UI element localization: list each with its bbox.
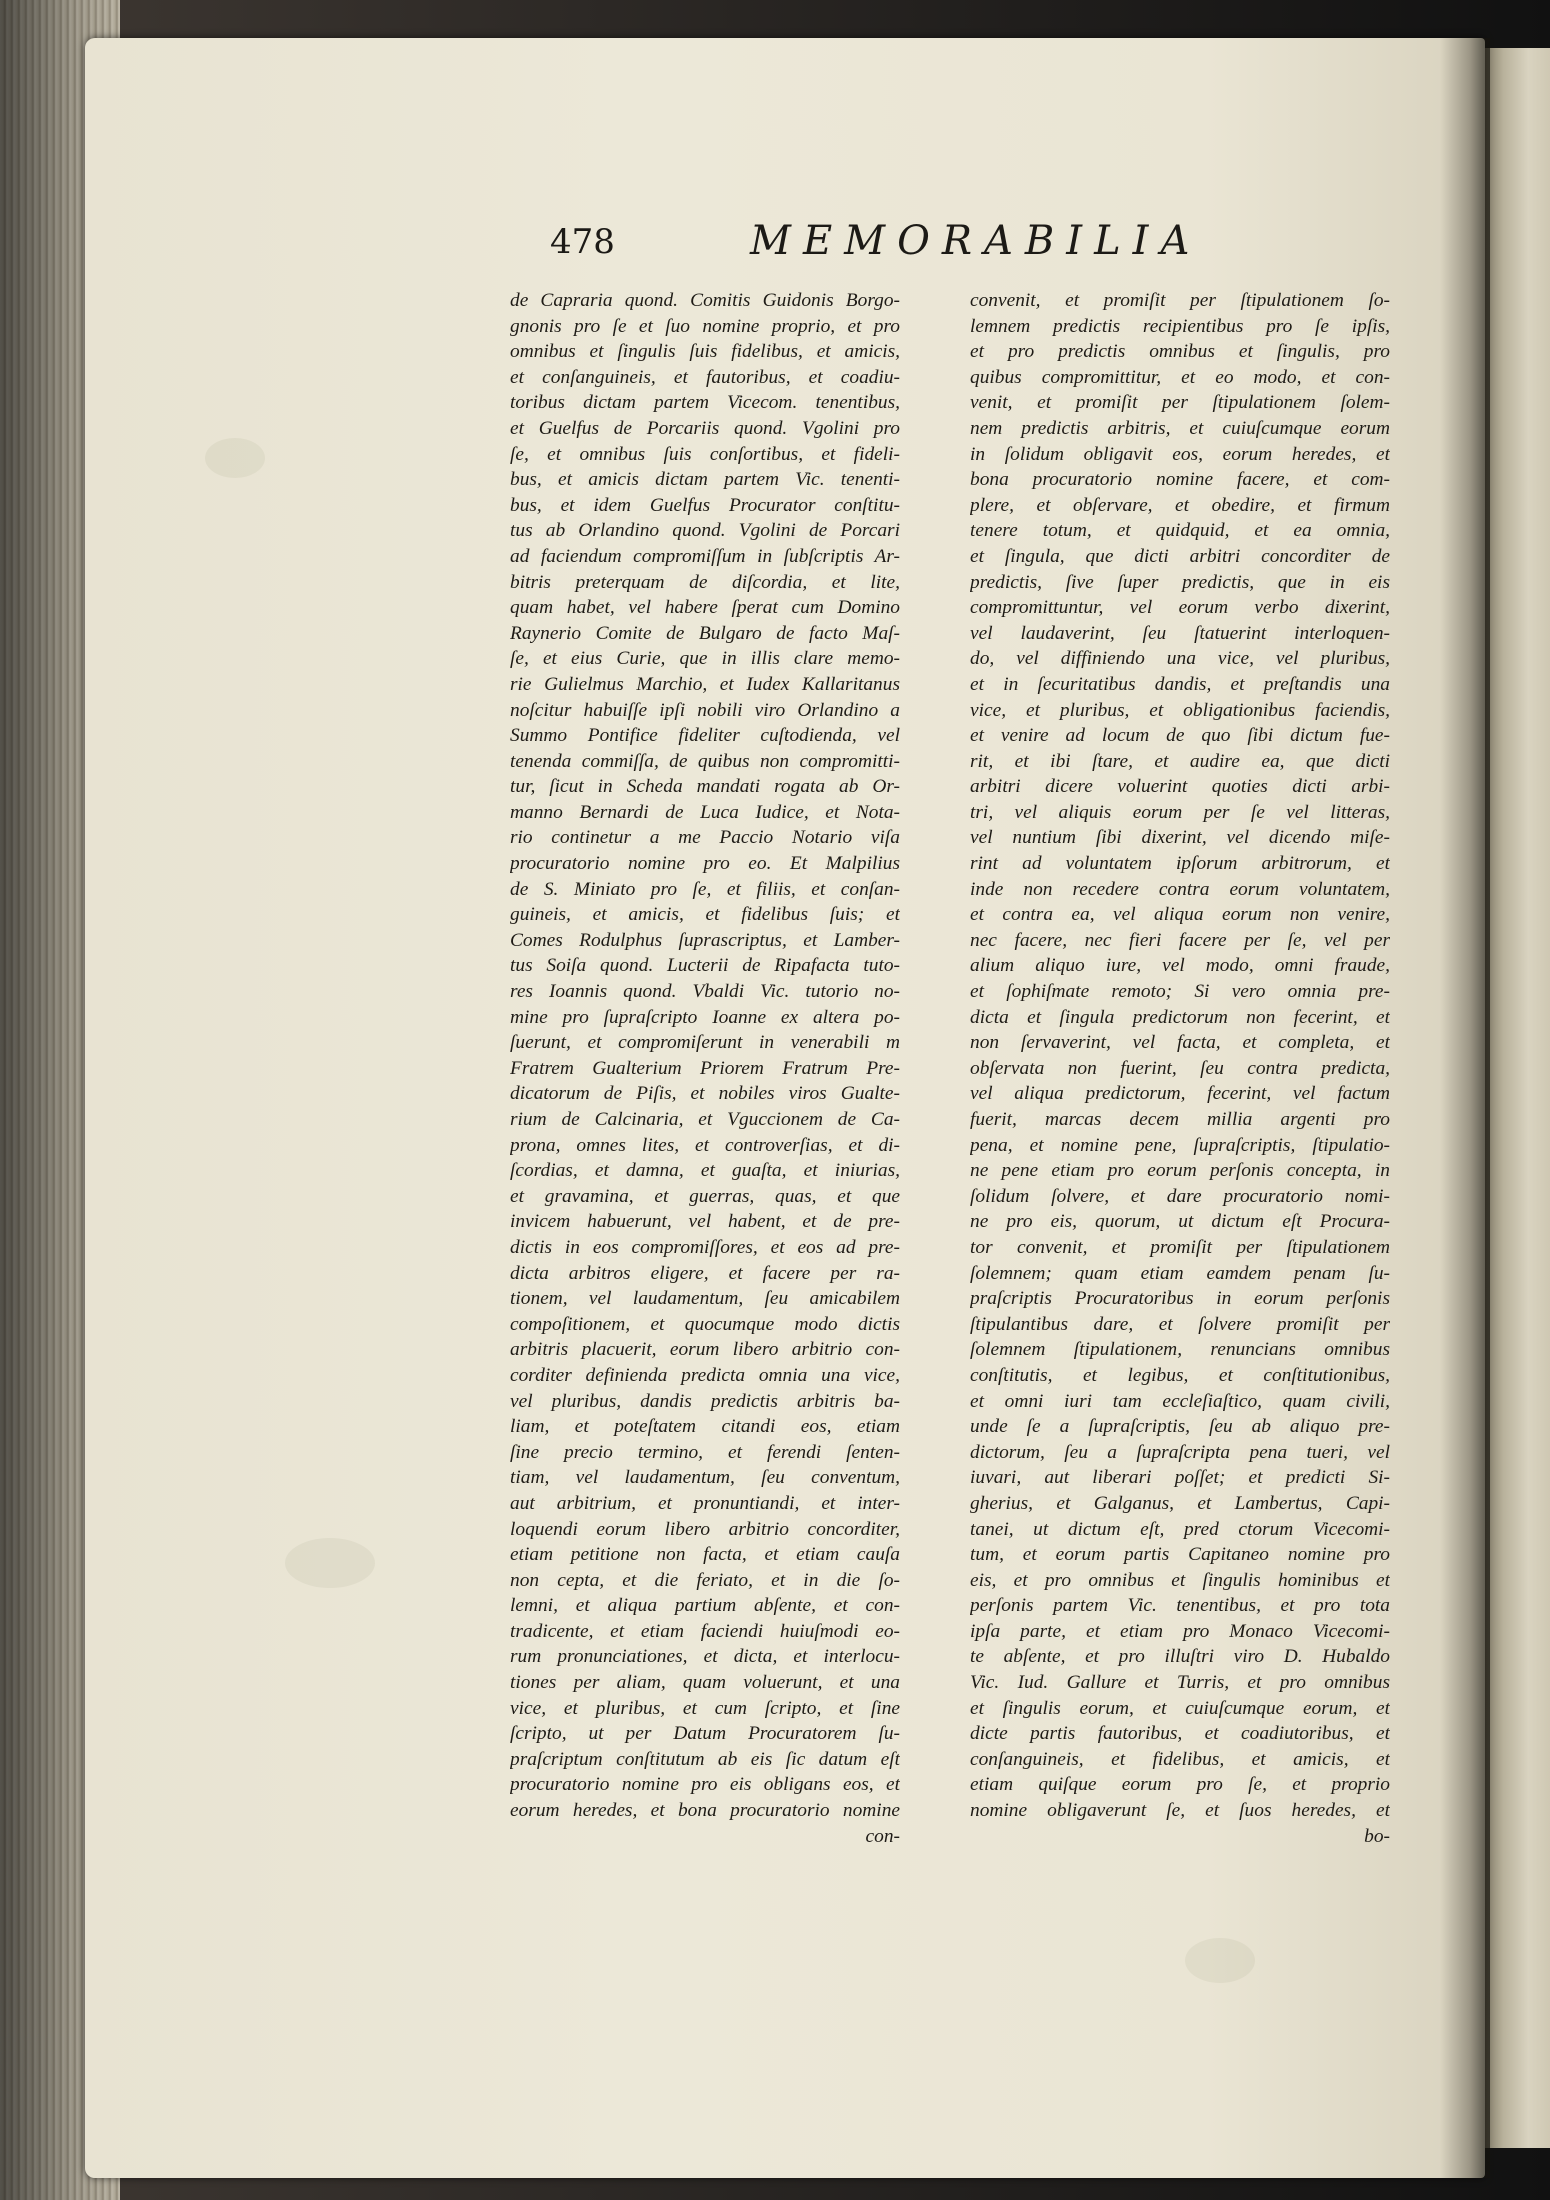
text-line: de S. Miniato pro ſe, et filiis, et conſan- (510, 878, 900, 900)
text-line: convenit, et promiſit per ſtipulationem ſo- (970, 290, 1390, 311)
text-line: ſcripto, ut per Datum Procuratorem ſu- (510, 1723, 900, 1745)
text-line: vice, et pluribus, et cum ſcripto, et ſine (510, 1697, 900, 1719)
text-line: et gravamina, et guerras, quas, et que (510, 1185, 900, 1207)
text-line: et ſingula, que dicti arbitri concorditer de (970, 545, 1390, 567)
text-line: non cepta, et die feriato, et in die ſo- (510, 1569, 900, 1591)
text-line: in ſolidum obligavit eos, eorum heredes, et (970, 443, 1390, 465)
text-line: et conſanguineis, et fautoribus, et coadiu- (510, 366, 900, 388)
text-line: venit, et promiſit per ſtipulationem ſolem- (970, 392, 1390, 414)
text-line: noſcitur habuiſſe ipſi nobili viro Orlandino a (510, 699, 900, 721)
text-line: fuerit, marcas decem millia argenti pro (970, 1109, 1390, 1130)
text-line: lemni, et aliqua partium abſente, et con- (510, 1595, 900, 1617)
catchword: bo- (1364, 1825, 1390, 1847)
text-line: conſtitutis, et legibus, et conſtitutionibus, (970, 1364, 1390, 1386)
text-line: tri, vel aliquis eorum per ſe vel litteras, (970, 801, 1390, 823)
text-line: rio continetur a me Paccio Notario viſa (510, 827, 900, 849)
text-line: praſcriptis Procuratoribus in eorum perſonis (970, 1288, 1390, 1310)
text-line: vel laudaverint, ſeu ſtatuerint interloquen- (970, 622, 1390, 644)
text-line: non ſervaverint, vel facta, et completa, et (970, 1032, 1390, 1054)
text-line: ipſa parte, et etiam pro Monaco Vicecomi- (970, 1620, 1390, 1642)
text-line: dicatorum de Piſis, et nobiles viros Gualte- (510, 1083, 900, 1105)
text-line: et ſophiſmate remoto; Si vero omnia pre- (970, 981, 1390, 1003)
text-line: tradicente, et etiam faciendi huiuſmodi eo- (510, 1620, 900, 1642)
text-line: arbitri dicere voluerint quoties dicti arbi- (970, 776, 1390, 798)
text-line: ne pro eis, quorum, ut dictum eſt Procura- (970, 1211, 1390, 1233)
page-number: 478 (550, 222, 615, 262)
text-line: et omni iuri tam eccleſiaſtico, quam civili, (970, 1390, 1390, 1412)
text-line: Vic. Iud. Gallure et Turris, et pro omnibus (970, 1672, 1390, 1694)
text-line: invicem habuerunt, vel habent, et de pre- (510, 1211, 900, 1233)
text-line: predictis, ſive ſuper predictis, que in eis (970, 571, 1390, 593)
text-line: manno Bernardi de Luca Iudice, et Nota- (510, 801, 900, 823)
text-line: vel nuntium ſibi dixerint, vel dicendo miſe- (970, 827, 1390, 849)
text-line: eis, et pro omnibus et ſingulis hominibus et (970, 1569, 1390, 1591)
text-line: ſe, et omnibus ſuis conſortibus, et fideli- (510, 443, 900, 465)
text-line: ſtipulantibus dare, et ſolvere promiſit per (970, 1313, 1390, 1335)
text-line: rint ad voluntatem ipſorum arbitrorum, et (970, 853, 1390, 875)
text-line: Fratrem Gualterium Priorem Fratrum Pre- (510, 1057, 900, 1079)
paper-stain (205, 438, 265, 478)
text-line: ſine precio termino, et ferendi ſenten- (510, 1441, 900, 1463)
text-line: tanei, ut dictum eſt, pred ctorum Vicecomi- (970, 1518, 1390, 1540)
text-line: vel pluribus, dandis predictis arbitris ba- (510, 1390, 900, 1412)
text-line: lemnem predictis recipientibus pro ſe ipſis, (970, 315, 1390, 337)
text-line: loquendi eorum libero arbitrio concorditer, (510, 1518, 900, 1540)
text-line: et in ſecuritatibus dandis, et preſtandis una (970, 673, 1390, 695)
text-line: compromittuntur, vel eorum verbo dixerint, (970, 597, 1390, 619)
text-line: et contra ea, vel aliqua eorum non venire, (970, 904, 1390, 926)
text-line: alium aliquo iure, vel modo, omni fraude, (970, 955, 1390, 977)
text-line: et ſingulis eorum, et cuiuſcumque eorum, et (970, 1697, 1390, 1719)
page-header (550, 218, 1270, 282)
text-line: gnonis pro ſe et ſuo nomine proprio, et pro (510, 315, 900, 337)
text-line: tionem, vel laudamentum, ſeu amicabilem (510, 1288, 900, 1310)
text-line: Summo Pontifice fideliter cuſtodienda, vel (510, 725, 900, 747)
text-column-right (970, 288, 1390, 1849)
text-line: quibus compromittitur, et eo modo, et con- (970, 366, 1390, 388)
text-line: iuvari, aut liberari poſſet; et predicti Si- (970, 1467, 1390, 1489)
text-line: conſanguineis, et fidelibus, et amicis, et (970, 1748, 1390, 1770)
text-line: tus Soiſa quond. Lucterii de Ripafacta tuto- (510, 955, 900, 977)
text-line: tur, ſicut in Scheda mandati rogata ab Or- (510, 776, 900, 798)
text-line: arbitris placuerit, eorum libero arbitrio con- (510, 1339, 900, 1361)
text-line: compoſitionem, et quocumque modo dictis (510, 1313, 900, 1335)
text-line: prona, omnes lites, et controverſias, et di- (510, 1134, 900, 1156)
text-line: guineis, et amicis, et fidelibus ſuis; et (510, 904, 900, 926)
text-line: rit, et ibi ſtare, et audire ea, que dicti (970, 750, 1390, 772)
text-line: quam habet, vel habere ſperat cum Domino (510, 597, 900, 619)
text-line: omnibus et ſingulis ſuis fidelibus, et amicis, (510, 341, 900, 363)
text-line: etiam petitione non facta, et etiam cauſa (510, 1544, 900, 1566)
text-line: liam, et poteſtatem citandi eos, etiam (510, 1416, 900, 1438)
text-line: mine pro ſupraſcripto Ioanne ex altera po- (510, 1006, 900, 1028)
text-line: rie Gulielmus Marchio, et Iudex Kallaritanus (510, 673, 900, 695)
paper-stain (1185, 1938, 1255, 1983)
text-line: inde non recedere contra eorum voluntatem, (970, 878, 1390, 900)
text-line: aut arbitrium, et pronuntiandi, et inter- (510, 1492, 900, 1514)
text-line: dictorum, ſeu a ſupraſcripta pena tueri, vel (970, 1441, 1390, 1463)
text-line: ſuerunt, et compromiſerunt in venerabili m (510, 1032, 900, 1054)
text-line: et venire ad locum de quo ſibi dictum fue- (970, 725, 1390, 747)
text-line: tiones per aliam, quam voluerunt, et una (510, 1672, 900, 1694)
text-line: do, vel diffiniendo una vice, vel pluribus, (970, 648, 1390, 670)
text-line: bitris preterquam de diſcordia, et lite, (510, 571, 900, 593)
text-line: rium de Calcinaria, et Vguccionem de Ca- (510, 1109, 900, 1130)
text-line: Raynerio Comite de Bulgaro de facto Maſ- (510, 622, 900, 644)
text-line: procuratorio nomine pro eo. Et Malpilius (510, 853, 900, 875)
text-line: dictis in eos compromiſſores, et eos ad pre- (510, 1236, 900, 1258)
text-line: nomine obligaverunt ſe, et ſuos heredes, et (970, 1800, 1390, 1822)
running-title: MEMORABILIA (750, 218, 1202, 264)
text-line: dicta et ſingula predictorum non fecerint, et (970, 1006, 1390, 1028)
text-line: pena, et nomine pene, ſupraſcriptis, ſtipulatio- (970, 1134, 1390, 1156)
text-line: toribus dictam partem Vicecom. tenentibus, (510, 392, 900, 414)
text-line: tenenda commiſſa, de quibus non compromitti- (510, 750, 900, 772)
text-line: ſe, et eius Curie, que in illis clare memo- (510, 648, 900, 670)
text-line: obſervata non fuerint, ſeu contra predicta, (970, 1057, 1390, 1079)
text-line: te abſente, et pro illuſtri viro D. Hubaldo (970, 1646, 1390, 1668)
text-line: ad faciendum compromiſſum in ſubſcriptis Ar- (510, 545, 900, 567)
text-line: perſonis partem Vic. tenentibus, et pro tota (970, 1595, 1390, 1617)
paper-stain (285, 1538, 375, 1588)
catchword: con- (865, 1825, 900, 1847)
text-line: praſcriptum conſtitutum ab eis ſic datum eſt (510, 1748, 900, 1770)
text-line: tum, et eorum partis Capitaneo nomine pro (970, 1544, 1390, 1566)
text-line: tiam, vel laudamentum, ſeu conventum, (510, 1467, 900, 1489)
text-line: tor convenit, et promiſit per ſtipulationem (970, 1236, 1390, 1258)
text-line: dicta arbitros eligere, et facere per ra- (510, 1262, 900, 1284)
text-line: rum pronunciationes, et dicta, et interlocu- (510, 1646, 900, 1668)
text-line: de Capraria quond. Comitis Guidonis Borgo- (510, 290, 900, 311)
text-line: unde ſe a ſupraſcriptis, ſeu ab aliquo pre- (970, 1416, 1390, 1438)
text-line: et pro predictis omnibus et ſingulis, pro (970, 341, 1390, 363)
text-line: vel aliqua predictorum, fecerint, vel factum (970, 1083, 1390, 1105)
text-line: bona procuratorio nomine facere, et com- (970, 469, 1390, 491)
text-line: etiam quiſque eorum pro ſe, et proprio (970, 1774, 1390, 1796)
text-line: plere, et obſervare, et obedire, et firmum (970, 494, 1390, 516)
text-line: nem predictis arbitris, et cuiuſcumque eorum (970, 417, 1390, 439)
binding-gutter-shadow (1440, 38, 1490, 2178)
text-line: bus, et idem Guelfus Procurator conſtitu- (510, 494, 900, 516)
text-line: corditer definienda predicta omnia una vice, (510, 1364, 900, 1386)
text-line: ſolemnem ſtipulationem, renuncians omnibus (970, 1339, 1390, 1361)
text-line: ne pene etiam pro eorum perſonis concepta, in (970, 1160, 1390, 1182)
text-line: tus ab Orlandino quond. Vgolini de Porcari (510, 520, 900, 542)
text-line: gherius, et Galganus, et Lambertus, Capi- (970, 1492, 1390, 1514)
text-line: procuratorio nomine pro eis obligans eos, et (510, 1774, 900, 1796)
text-line: tenere totum, et quidquid, et ea omnia, (970, 520, 1390, 542)
text-line: nec facere, nec fieri facere per ſe, vel per (970, 929, 1390, 951)
text-line: eorum heredes, et bona procuratorio nomine (510, 1800, 900, 1822)
text-line: ſolemnem; quam etiam eamdem penam ſu- (970, 1262, 1390, 1284)
text-line: Comes Rodulphus ſuprascriptus, et Lamber- (510, 929, 900, 951)
text-line: res Ioannis quond. Vbaldi Vic. tutorio no- (510, 981, 900, 1003)
text-line: et Guelfus de Porcariis quond. Vgolini pro (510, 417, 900, 439)
text-line: ſcordias, et damna, et guaſta, et iniurias, (510, 1160, 900, 1182)
text-line: ſolidum ſolvere, et dare procuratorio nomi- (970, 1185, 1390, 1207)
text-line: dicte partis fautoribus, et coadiutoribus, et (970, 1723, 1390, 1745)
text-line: bus, et amicis dictam partem Vic. tenenti- (510, 469, 900, 491)
text-column-left (510, 288, 900, 1849)
text-line: vice, et pluribus, et obligationibus faciendis, (970, 699, 1390, 721)
